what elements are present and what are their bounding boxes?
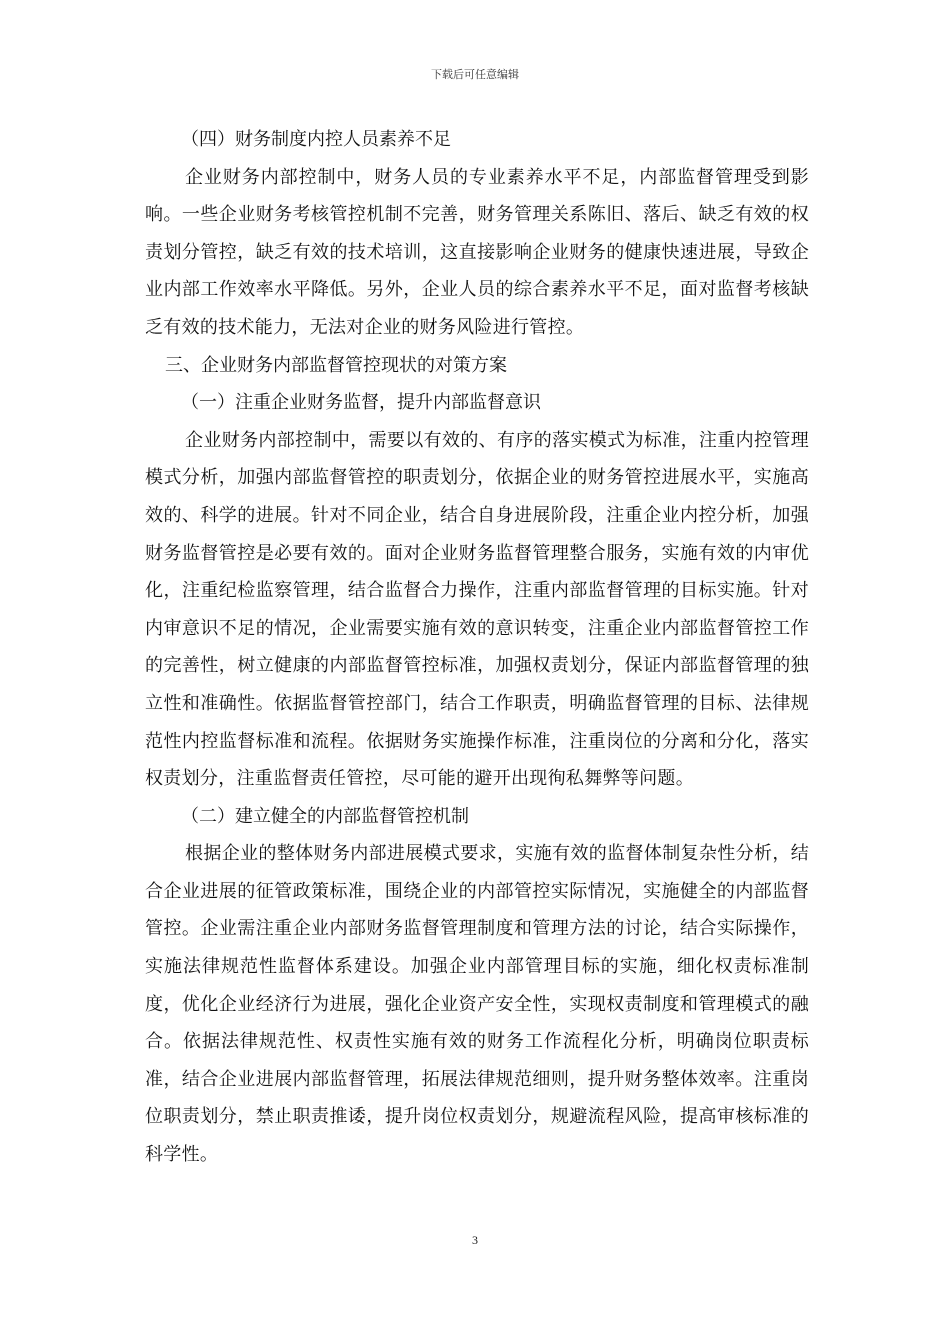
section-heading-2: （二）建立健全的内部监督管控机制 [181, 805, 469, 827]
chapter-heading-3: 三、企业财务内部监督管控现状的对策方案 [165, 354, 507, 376]
paragraph: 企业财务内部控制中，需要以有效的、有序的落实模式为标准，注重内控管理模式分析，加强内部监督管控的职责划分，依据企业的财务管控进展水平，实施高效的、科学的进展。针对不同企业，结合自身进展阶段，注重企业内控分析，加强财务监督管控是必要有效的。面对企业财务监督管理整合服务，实施有效的内审优化，注重纪检监察管理，结合监督合力操作，注重内部监督管理的目标实施。针对内审意识不足的情况，企业需要实施有效的意识转变，注重企业内部监督管控工作的完善性，树立健康的内部监督管控标准，加强权责划分，保证内部监督管理的独立性和准确性。依据监督管控部门，结合工作职责，明确监督管理的目标、法律规范性内控监督标准和流程。依据财务实施操作标准，注重岗位的分离和分化，落实权责划分，注重监督责任管控，尽可能的避开出现徇私舞弊等问题。 [145, 429, 809, 790]
paragraph: 根据企业的整体财务内部进展模式要求，实施有效的监督体制复杂性分析，结合企业进展的征管政策标准，围绕企业的内部管控实际情况，实施健全的内部监督管控。企业需注重企业内部财务监督管理制度和管理方法的讨论，结合实际操作，实施法律规范性监督体系建设。加强企业内部管理目标的实施，细化权责标准制度，优化企业经济行为进展，强化企业资产安全性，实现权责制度和管理模式的融合。依据法律规范性、权责性实施有效的财务工作流程化分析，明确岗位职责标准，结合企业进展内部监督管理，拓展法律规范细则，提升财务整体效率。注重岗位职责划分，禁止职责推诿，提升岗位权责划分，规避流程风险，提高审核标准的科学性。 [145, 843, 809, 1166]
page-number: 3 [472, 1233, 478, 1247]
section-heading-1: （一）注重企业财务监督，提升内部监督意识 [181, 392, 541, 414]
page-header: 下载后可任意编辑 [431, 68, 519, 81]
paragraph: 企业财务内部控制中，财务人员的专业素养水平不足，内部监督管理受到影响。一些企业财务考核管控机制不完善，财务管理关系陈旧、落后、缺乏有效的权责划分管控，缺乏有效的技术培训，这直接影响企业财务的健康快速进展，导致企业内部工作效率水平降低。另外，企业人员的综合素养水平不足，面对监督考核缺乏有效的技术能力，无法对企业的财务风险进行管控。 [145, 166, 809, 338]
section-heading-4: （四）财务制度内控人员素养不足 [181, 129, 451, 150]
document-body [145, 121, 809, 1174]
